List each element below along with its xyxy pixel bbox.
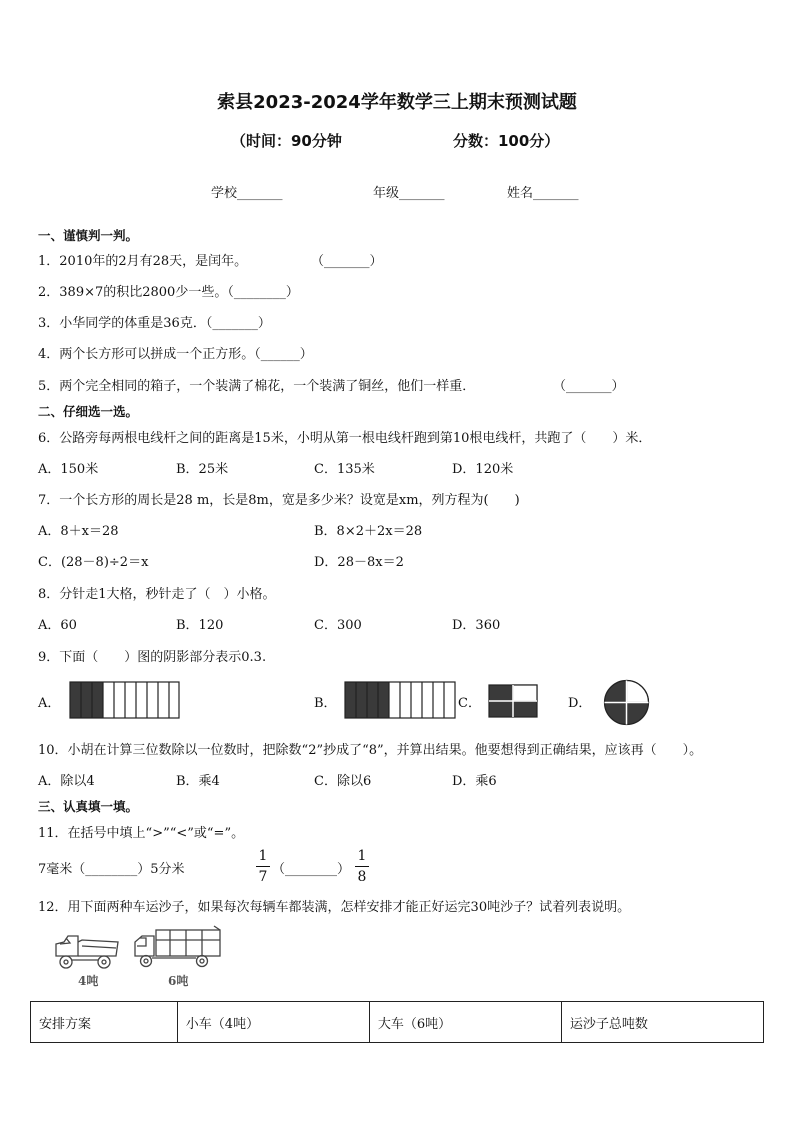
question-3: 3．小华同学的体重是36克．（_______）: [38, 316, 271, 331]
section-heading-fill: 三、认真填一填。: [38, 799, 139, 814]
q10-option-b: B．乘4: [176, 774, 220, 789]
table-header-big-truck: 大车（6吨）: [369, 1002, 561, 1043]
question-12: 12．用下面两种车运沙子，如果每次每辆车都装满，怎样安排才能正好运完30吨沙子？试着列表说明。: [38, 900, 631, 915]
question-8: 8．分针走1大格，秒针走了（ ）小格。: [38, 587, 276, 602]
fraction-bar: [355, 866, 369, 867]
q10-option-c: C．除以6: [314, 774, 372, 789]
q6-option-b: B．25米: [176, 462, 229, 477]
question-9: 9．下面（ ）图的阴影部分表示0.3.: [38, 650, 267, 665]
q11-compare-2-blank: （________）: [272, 862, 351, 877]
q11-fraction-1: [256, 848, 270, 885]
q9-figure-b-bar: [344, 681, 456, 719]
q7-option-a: A．8＋x＝28: [38, 524, 119, 539]
big-truck-capacity: 6吨: [168, 974, 189, 988]
page-title: 索县2023-2024学年数学三上期末预测试题: [217, 92, 577, 113]
table-header-small-truck: 小车（4吨）: [177, 1002, 369, 1043]
question-10: 10．小胡在计算三位数除以一位数时，把除数“2”抄成了“8”，并算出结果。他要想得到正确结果，应该再（ ）。: [38, 743, 703, 758]
table-header-total-tons: 运沙子总吨数: [561, 1002, 763, 1043]
arrangement-table: [30, 1001, 764, 1043]
question-7: 7．一个长方形的周长是28 m，长是8m，宽是多少米？设宽是xm，列方程为( ): [38, 493, 520, 508]
q11-fraction-2: [355, 848, 369, 885]
q9-option-d-label: D．: [568, 696, 592, 711]
question-6: 6．公路旁每两根电线杆之间的距离是15米，小明从第一根电线杆跑到第10根电线杆，共跑了（ ）米．: [38, 431, 652, 446]
q6-option-c: C．135米: [314, 462, 375, 477]
fraction-denominator: 7: [258, 869, 268, 885]
fraction-numerator: 1: [357, 848, 367, 864]
q9-figure-c-square: [488, 684, 538, 718]
fraction-bar: [256, 866, 270, 867]
question-1: 1．2010年的2月有28天，是闰年。: [38, 254, 248, 269]
table-header-plan: 安排方案: [31, 1002, 178, 1043]
q6-option-a: A．150米: [38, 462, 99, 477]
q6-option-d: D．120米: [452, 462, 514, 477]
small-truck-icon: [52, 930, 122, 972]
fraction-denominator: 8: [357, 869, 367, 885]
fraction-numerator: 1: [258, 848, 268, 864]
q9-option-b-label: B．: [314, 696, 337, 711]
q8-option-c: C．300: [314, 618, 362, 633]
question-4: 4．两个长方形可以拼成一个正方形。（______）: [38, 347, 313, 362]
exam-time: （时间：90分钟: [231, 132, 342, 150]
q8-option-d: D．360: [452, 618, 501, 633]
school-field: 学校_______: [211, 186, 283, 201]
q9-option-a-label: A．: [38, 696, 61, 711]
q8-option-b: B．120: [176, 618, 224, 633]
q7-option-c: C．(28－8)÷2＝x: [38, 555, 149, 570]
question-5: 5．两个完全相同的箱子，一个装满了棉花，一个装满了铜丝，他们一样重．: [38, 379, 476, 394]
q9-figure-d-circle: [603, 679, 650, 726]
q7-option-b: B．8×2＋2x＝28: [314, 524, 423, 539]
q9-figure-a-bar: [69, 681, 180, 719]
name-field: 姓名_______: [507, 186, 579, 201]
table-row: [31, 1002, 764, 1043]
q10-option-d: D．乘6: [452, 774, 497, 789]
question-11: 11．在括号中填上“>”“<”或“=”。: [38, 826, 245, 841]
question-2: 2．389×7的积比2800少一些。（________）: [38, 285, 299, 300]
q9-option-c-label: C．: [458, 696, 481, 711]
q11-compare-1: 7毫米（________）5分米: [38, 862, 185, 877]
grade-field: 年级_______: [373, 186, 445, 201]
section-heading-judge: 一、谨慎判一判。: [38, 228, 139, 243]
section-heading-choose: 二、仔细选一选。: [38, 404, 139, 419]
question-1-blank: （_______）: [311, 254, 383, 269]
big-truck-icon: [132, 920, 224, 970]
q10-option-a: A．除以4: [38, 774, 95, 789]
small-truck-capacity: 4吨: [78, 974, 99, 988]
exam-score: 分数：100分）: [453, 132, 560, 150]
q8-option-a: A．60: [38, 618, 77, 633]
question-5-blank: （_______）: [553, 379, 625, 394]
q7-option-d: D．28－8x＝2: [314, 555, 404, 570]
